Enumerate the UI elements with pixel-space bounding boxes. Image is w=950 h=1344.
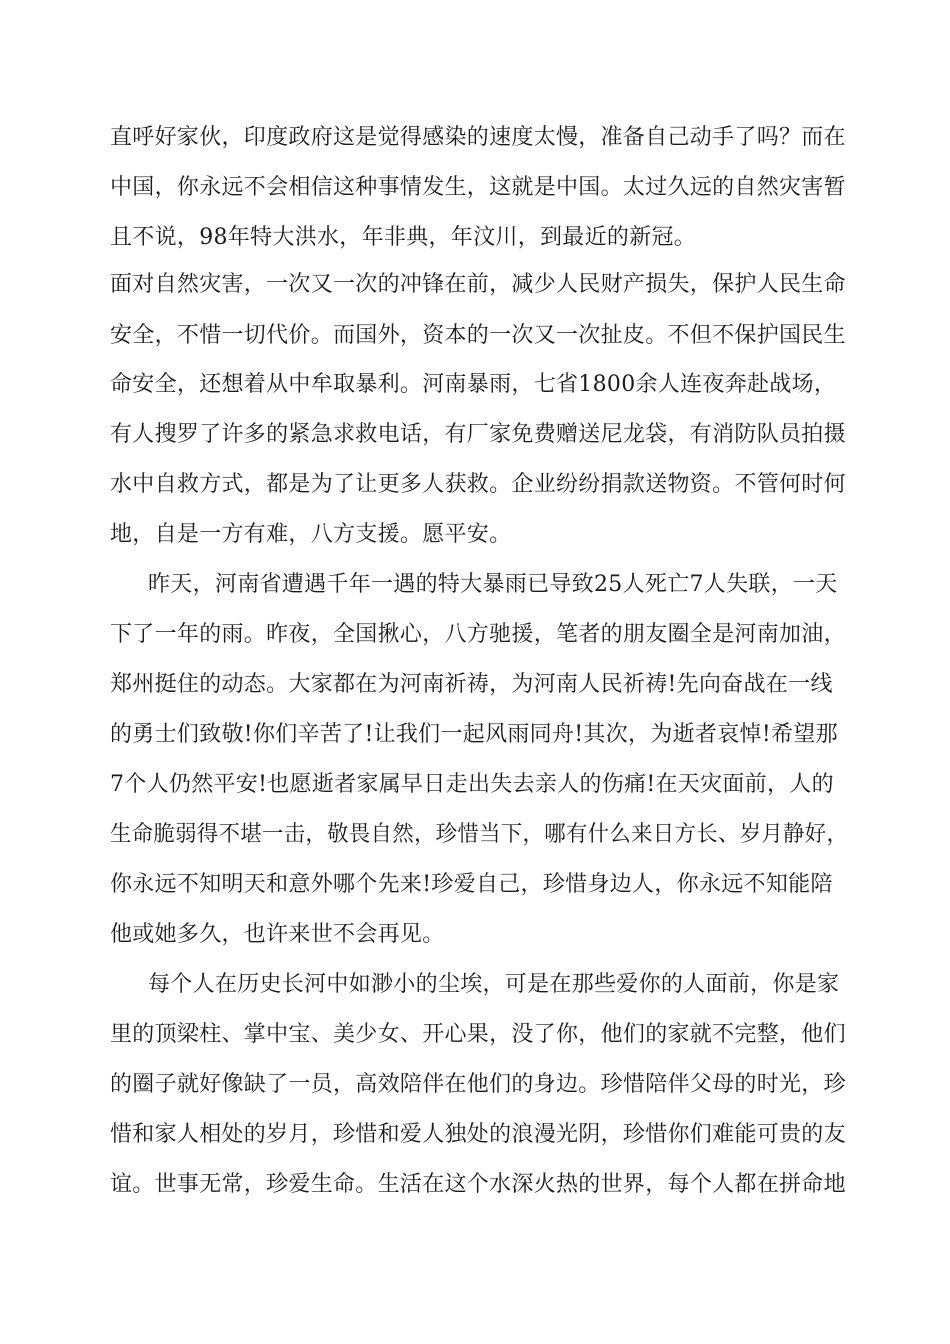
text-line: 下了一年的雨。昨夜，全国揪心，八方驰援，笔者的朋友圈全是河南加油，	[110, 622, 846, 647]
text-line: 地，自是一方有难，八方支援。愿平安。	[110, 522, 512, 547]
text-line: 他或她多久，也许来世不会再见。	[110, 922, 445, 947]
text-line: 命安全，还想着从中牟取暴利。河南暴雨，七省1800余人连夜奔赴战场，	[110, 372, 837, 397]
text-line: 中国，你永远不会相信这种事情发生，这就是中国。太过久远的自然灾害暂	[110, 175, 846, 200]
paragraph-first-line: 昨天，河南省遭遇千年一遇的特大暴雨已导致25人死亡7人失联，一天	[148, 572, 838, 597]
text-line: 安全，不惜一切代价。而国外，资本的一次又一次扯皮。不但不保护国民生	[110, 323, 846, 348]
text-line: 且不说，98年特大洪水，年非典，年汶川，到最近的新冠。	[110, 225, 697, 250]
text-line: 里的顶梁柱、掌中宝、美少女、开心果，没了你，他们的家就不完整，他们	[110, 1022, 846, 1047]
text-line: 面对自然灾害，一次又一次的冲锋在前，减少人民财产损失，保护人民生命	[110, 272, 846, 297]
text-line: 7个人仍然平安!也愿逝者家属早日走出失去亲人的伤痛!在天灾面前，人的	[110, 772, 834, 797]
text-line: 水中自救方式，都是为了让更多人获救。企业纷纷捐款送物资。不管何时何	[110, 472, 846, 497]
text-line: 生命脆弱得不堪一击，敬畏自然，珍惜当下，哪有什么来日方长、岁月静好，	[110, 822, 849, 847]
text-line: 直呼好家伙，印度政府这是觉得感染的速度太慢，准备自己动手了吗？而在	[110, 125, 846, 150]
text-line: 的圈子就好像缺了一员，高效陪伴在他们的身边。珍惜陪伴父母的时光，珍	[110, 1072, 846, 1097]
text-line: 的勇士们致敬!你们辛苦了!让我们一起风雨同舟!其次，为逝者哀悼!希望那	[110, 722, 838, 747]
text-line: 有人搜罗了许多的紧急求救电话，有厂家免费赠送尼龙袋，有消防队员拍摄	[110, 422, 846, 447]
text-line: 郑州挺住的动态。大家都在为河南祈祷，为河南人民祈祷!先向奋战在一线	[110, 672, 833, 697]
text-line: 谊。世事无常，珍爱生命。生活在这个水深火热的世界，每个人都在拼命地	[110, 1172, 846, 1197]
paragraph-first-line: 每个人在历史长河中如渺小的尘埃，可是在那些爱你的人面前，你是家	[148, 972, 840, 997]
text-line: 你永远不知明天和意外哪个先来!珍爱自己，珍惜身边人，你永远不知能陪	[110, 872, 833, 897]
text-line: 惜和家人相处的岁月，珍惜和爱人独处的浪漫光阴，珍惜你们难能可贵的友	[110, 1122, 846, 1147]
